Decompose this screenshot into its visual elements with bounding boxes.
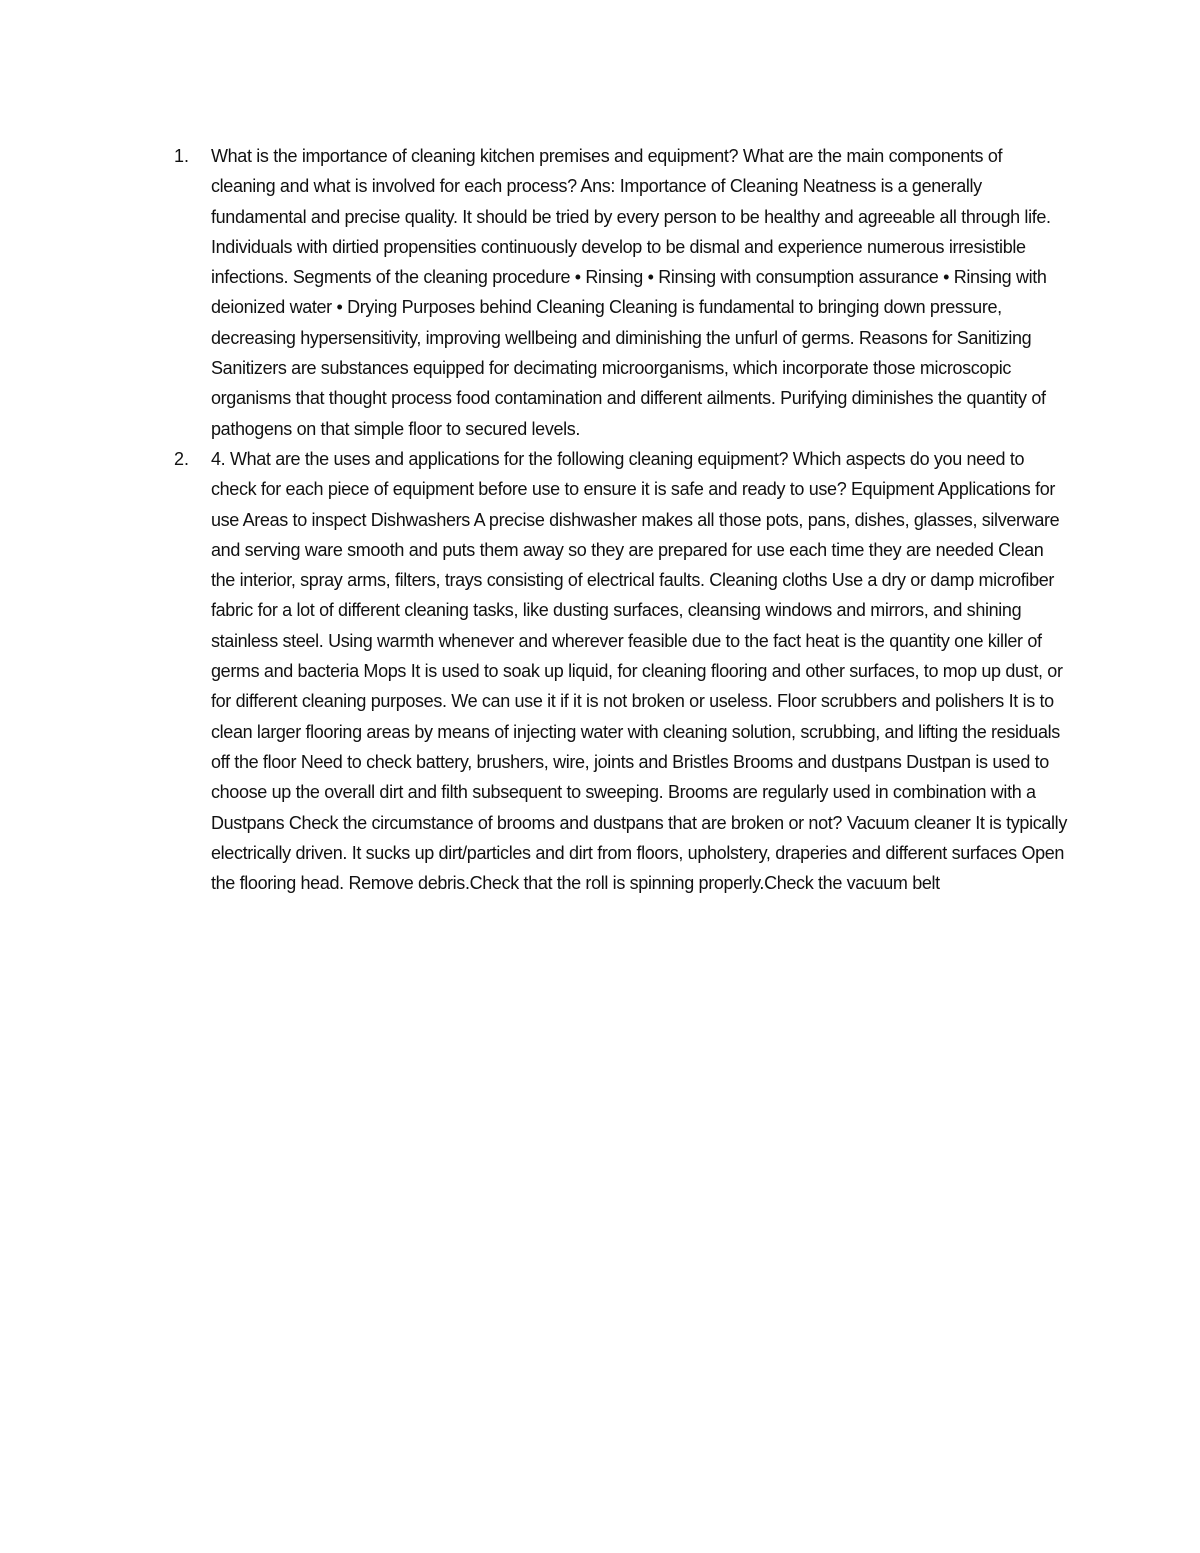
list-item <box>174 141 1070 444</box>
list-item-number: 1. <box>174 146 190 166</box>
list-item <box>174 444 1070 898</box>
list-item-number: 2. <box>174 448 190 469</box>
list-item-text: 4. What are the uses and applications for the following cleaning equipment? Which aspects do you need to check for each piece of equipment before use to ensure it is safe and ready to use? Equipment Applications for use Areas to inspect Dishwashers A precise dishwasher makes all those pots, pans, dishes, glasses, silverware and serving ware smooth and puts them away so they are prepared for use each time they are needed Clean the interior, spray arms, filters, trays consisting of electrical faults. Cleaning cloths Use a dry or damp microfiber fabric for a lot of different cleaning tasks, like dusting surfaces, cleansing windows and mirrors, and shining stainless steel. Using warmth whenever and wherever feasible due to the fact heat is the quantity one killer of germs and bacteria Mops It is used to soak up liquid, for cleaning flooring and other surfaces, to mop up dust, or for different cleaning purposes. We can use it if it is not broken or useless. Floor scrubbers and polishers It is to clean larger flooring areas by means of injecting water with cleaning solution, scrubbing, and lifting the residuals off the floor Need to check battery, brushers, wire, joints and Bristles Brooms and dustpans Dustpan is used to choose up the overall dirt and filth subsequent to sweeping. Brooms are regularly used in combination with a Dustpans Check the circumstance of brooms and dustpans that are broken or not? Vacuum cleaner It is typically electrically driven. It sucks up dirt/particles and dirt from floors, upholstery, draperies and different surfaces Open the flooring head. Remove debris.Check that the roll is spinning properly.Check the vacuum belt <box>211 448 1067 894</box>
numbered-list <box>174 141 1070 898</box>
list-item-text: What is the importance of cleaning kitchen premises and equipment? What are the main components of cleaning and what is involved for each process? Ans: Importance of Cleaning Neatness is a generally fundamental and precise quality. It should be tried by every person to be healthy and agreeable all through life. Individuals with dirtied propensities continuously develop to be dismal and experience numerous irresistible infections. Segments of the cleaning procedure • Rinsing • Rinsing with consumption assurance • Rinsing with deionized water • Drying Purposes behind Cleaning Cleaning is fundamental to bringing down pressure, decreasing hypersensitivity, improving wellbeing and diminishing the unfurl of germs. Reasons for Sanitizing Sanitizers are substances equipped for decimating microorganisms, which incorporate those microscopic organisms that thought process food contamination and different ailments. Purifying diminishes the quantity of pathogens on that simple floor to secured levels. <box>211 146 1051 439</box>
